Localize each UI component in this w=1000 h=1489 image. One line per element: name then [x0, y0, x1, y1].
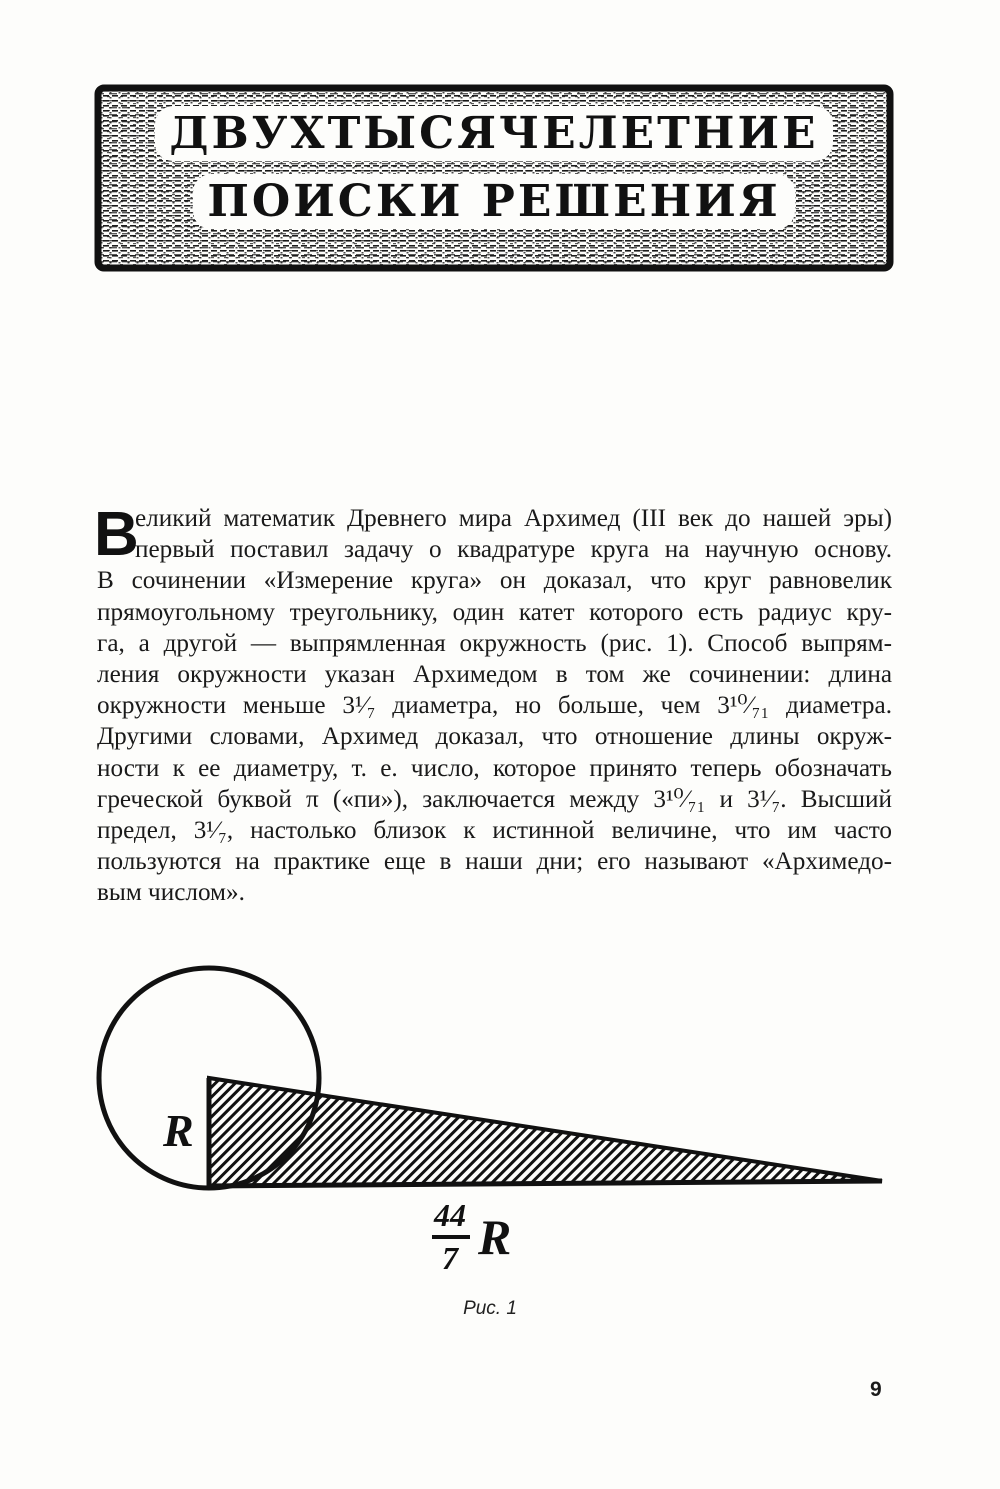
text-line: В сочинении «Измерение круга» он доказал, что круг равновелик — [97, 567, 892, 595]
text-line: Другими словами, Архимед доказал, что отношение длины окруж- — [97, 723, 892, 751]
figure-caption: Рис. 1 — [463, 1298, 517, 1319]
text-line: первый поставил задачу о квадратуре круга на научную основу. — [135, 536, 892, 564]
body-paragraph — [97, 503, 892, 908]
diagram — [0, 950, 1000, 1310]
chapter-title-line-1: ДВУХТЫСЯЧЕЛЕТНИЕ — [94, 106, 894, 161]
base-label-symbol: R — [478, 1209, 512, 1265]
text-line: вым числом». — [97, 879, 245, 907]
text-line: окружности меньше 3¹⁄₇ диаметра, но больше, чем 3¹⁰⁄₇₁ диаметра. — [97, 692, 892, 720]
text-line: предел, 3¹⁄₇, настолько близок к истинной величине, что им часто — [97, 816, 892, 844]
drop-cap: В — [94, 500, 139, 569]
chapter-title-plate — [94, 84, 894, 272]
radius-label: R — [163, 1105, 194, 1156]
text-line: еликий математик Древнего мира Архимед (III век до нашей эры) — [135, 505, 892, 532]
figure-circle-triangle — [0, 950, 1000, 1310]
page-number: 9 — [870, 1378, 882, 1401]
text-line: прямоугольному треугольнику, один катет которого есть радиус кру- — [97, 598, 892, 626]
text-line: ления окружности указан Архимедом в том же сочинении: длина — [97, 660, 892, 688]
base-label-numerator: 44 — [434, 1197, 466, 1233]
chapter-title-line-2: ПОИСКИ РЕШЕНИЯ — [94, 174, 894, 229]
base-label-denominator: 7 — [442, 1240, 458, 1276]
text-line: пользуются на практике еще в наши дни; его называют «Архимедо- — [97, 848, 892, 876]
text-line: греческой буквой π («пи»), заключается между 3¹⁰⁄₇₁ и 3¹⁄₇. Высший — [97, 785, 892, 813]
text-line: ности к ее диаметру, т. е. число, которое принято теперь обозначать — [97, 754, 892, 782]
text-line: га, а другой — выпрямленная окружность (рис. 1). Способ выпрям- — [97, 629, 892, 657]
hatched-triangle — [209, 1078, 882, 1186]
